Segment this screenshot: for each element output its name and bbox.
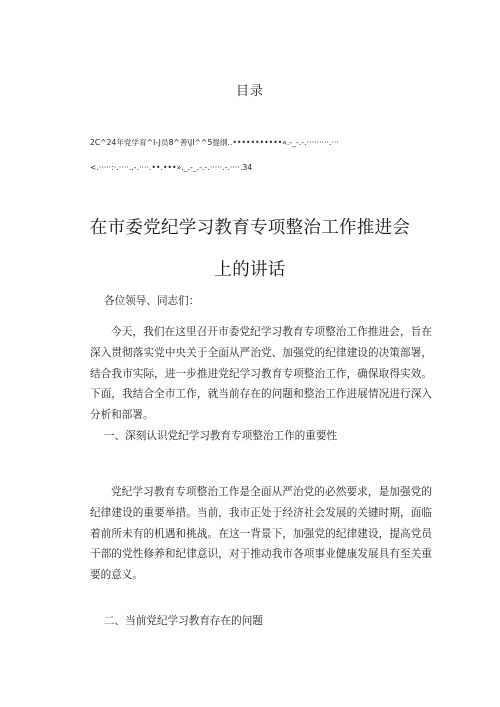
- paragraph-importance: 党纪学习教育专项整治工作是全面从严治党的必然要求，是加强党的纪律建设的重要举措。当前，我市正处于经济社会发展的关键时期，面临着前所未有的机遇和挑战。在这一背景下，加强党的纪律建设，提高党员干部的党性修养和纪律意识，对于推动我市各项事业健康发展具有至关重要的意义。: [90, 486, 432, 582]
- document-title-line-2: 上的讲话: [214, 260, 286, 280]
- paragraph-intro: 今天，我们在这里召开市委党纪学习教育专项整治工作推进会，旨在深入贯彻落实党中央关于全面从严治党、加强党的纪律建设的决策部署，结合我市实际，进一步推进党纪学习教育专项整治工作，确保取得实效。下面，我结合全市工作，就当前存在的问题和整治工作进展情况进行深入分析和部署。: [90, 326, 432, 422]
- toc-title: 目录: [235, 84, 264, 99]
- salutation: 各位领导、同志们：: [104, 295, 200, 307]
- toc-entry-line-1[interactable]: 2C^24年党学育^I-J员8^善\JI^^5提纲..•••••••••••«.-_-.-.·········.···: [90, 138, 339, 147]
- document-title-line-1: 在市委党纪学习教育专项整治工作推进会: [89, 218, 411, 238]
- section-heading-1: 一、深刻认识党纪学习教育专项整治工作的重要性: [104, 430, 338, 442]
- section-heading-2: 二、当前党纪学习教育存在的问题: [104, 615, 263, 627]
- toc-entry-line-2[interactable]: <.·····:·.····..-.····.••.•••»._.-_.-.-.·····.-.····.34: [90, 163, 253, 172]
